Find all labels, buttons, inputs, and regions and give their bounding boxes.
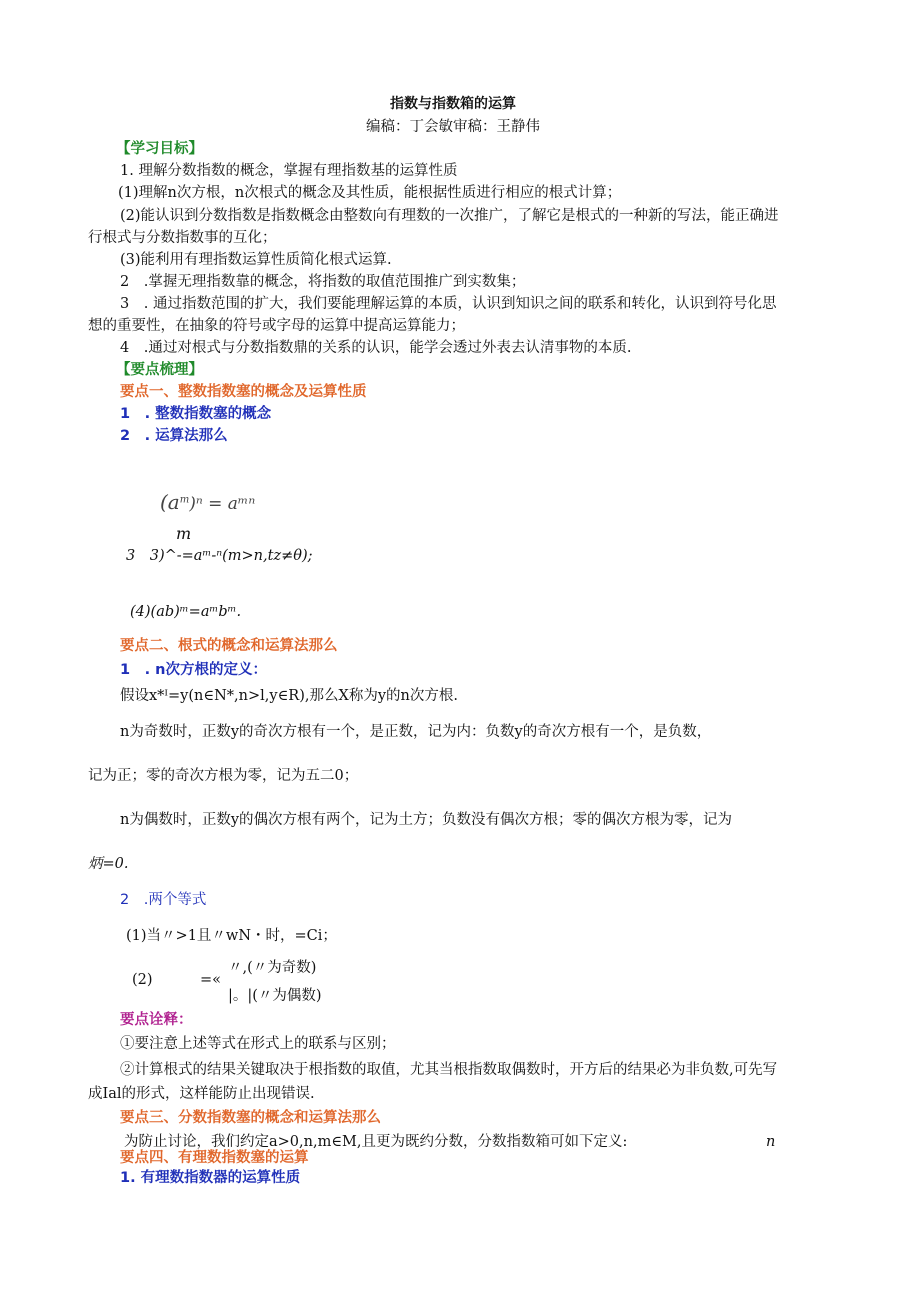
goal-line: (2)能认识到分数指数是指数概念由整数向有理数的一次推广，了解它是根式的一种新的写法，能正确进 [120, 208, 779, 224]
editors-line: 编稿：丁会敏审稿：王静伟 [366, 119, 540, 135]
even-root-line2: 炳=0. [88, 856, 129, 872]
goal-line: (3)能利用有理指数运算性质简化根式运算. [120, 252, 392, 268]
note-line: 成Ial的形式，这样能防止出现错误. [88, 1086, 315, 1102]
section-goals-heading: 【学习目标】 [116, 141, 203, 157]
point4-heading: 要点四、有理数指数塞的运算 [120, 1150, 309, 1166]
point3-text: 为防止讨论，我们约定a>0,n,m∈M,且更为既约分数，分数指数箱可如下定义: [124, 1134, 628, 1150]
point2-item1: 1 . n次方根的定义： [120, 662, 267, 678]
formula-m-below: m [176, 524, 192, 543]
odd-root-line1: n为奇数时，正数y的奇次方根有一个，是正数，记为内：负数y的奇次方根有一个，是负数， [120, 724, 712, 740]
note-line: ①要注意上述等式在形式上的联系与区别； [120, 1036, 396, 1052]
formula-exponent: m [179, 494, 190, 506]
formula-lhs: (a [160, 490, 180, 514]
page-title: 指数与指数箱的运算 [390, 96, 516, 112]
rule3: 3 3)^-=aᵐ-ⁿ(m>n,tz≠θ); [126, 548, 313, 564]
point1-heading: 要点一、整数指数塞的概念及运算性质 [120, 384, 367, 400]
goal-line: 2 .掌握无理指数靠的概念，将指数的取值范围推广到实数集； [120, 274, 526, 290]
point4-item1: 1. 有理数指数器的运算性质 [120, 1170, 301, 1186]
equation-2-middle: =« [200, 972, 222, 988]
formula-rhs: )ⁿ = aᵐⁿ [189, 494, 256, 514]
goal-line: 想的重要性，在抽象的符号或字母的运算中提高运算能力； [88, 318, 465, 334]
note-heading: 要点诠释： [120, 1012, 193, 1028]
nth-root-definition: 假设x*ᴵ=y(n∈N*,n>l,y∈R),那么X称为y的n次方根. [120, 688, 458, 704]
odd-root-line2: 记为正；零的奇次方根为零，记为五二0； [88, 768, 359, 784]
equation-2-case-even: |。|(〃为偶数) [228, 988, 322, 1004]
goal-line: 行根式与分数指数事的互化； [88, 230, 277, 246]
section-review-heading: 【要点梳理】 [116, 362, 203, 378]
point1-item1: 1 . 整数指数塞的概念 [120, 406, 272, 422]
point3-heading: 要点三、分数指数塞的概念和运算法那么 [120, 1110, 381, 1126]
goal-line: 4 .通过对根式与分数指数鼎的关系的认识，能学会透过外表去认清事物的本质. [120, 340, 632, 356]
equation-2-label: (2) [132, 972, 153, 988]
equation-1: (1)当〃>1且〃wN・时，=Ci； [126, 928, 337, 944]
point3-text-tail: n [766, 1134, 776, 1150]
power-of-power-formula [160, 490, 260, 526]
goal-line: (1)理解n次方根，n次根式的概念及其性质，能根据性质进行相应的根式计算； [118, 185, 622, 201]
note-line: ②计算根式的结果关键取决于根指数的取值，尤其当根指数取偶数时，开方后的结果必为非负数,可先写 [120, 1062, 778, 1078]
point1-item2: 2 . 运算法那么 [120, 428, 228, 444]
goal-line: 1. 理解分数指数的概念，掌握有理指数基的运算性质 [120, 163, 458, 179]
point2-item2: 2 .两个等式 [120, 892, 207, 908]
even-root-line1: n为偶数时，正数y的偶次方根有两个，记为土方；负数没有偶次方根；零的偶次方根为零，记为 [120, 812, 733, 828]
equation-2-case-odd: 〃,(〃为奇数) [228, 960, 317, 976]
rule4: (4)(ab)ᵐ=aᵐbᵐ. [130, 604, 242, 620]
point2-heading: 要点二、根式的概念和运算法那么 [120, 638, 338, 654]
goal-line: 3 . 通过指数范围的扩大，我们要能理解运算的本质，认识到知识之间的联系和转化，认识到符号化思 [120, 296, 777, 312]
